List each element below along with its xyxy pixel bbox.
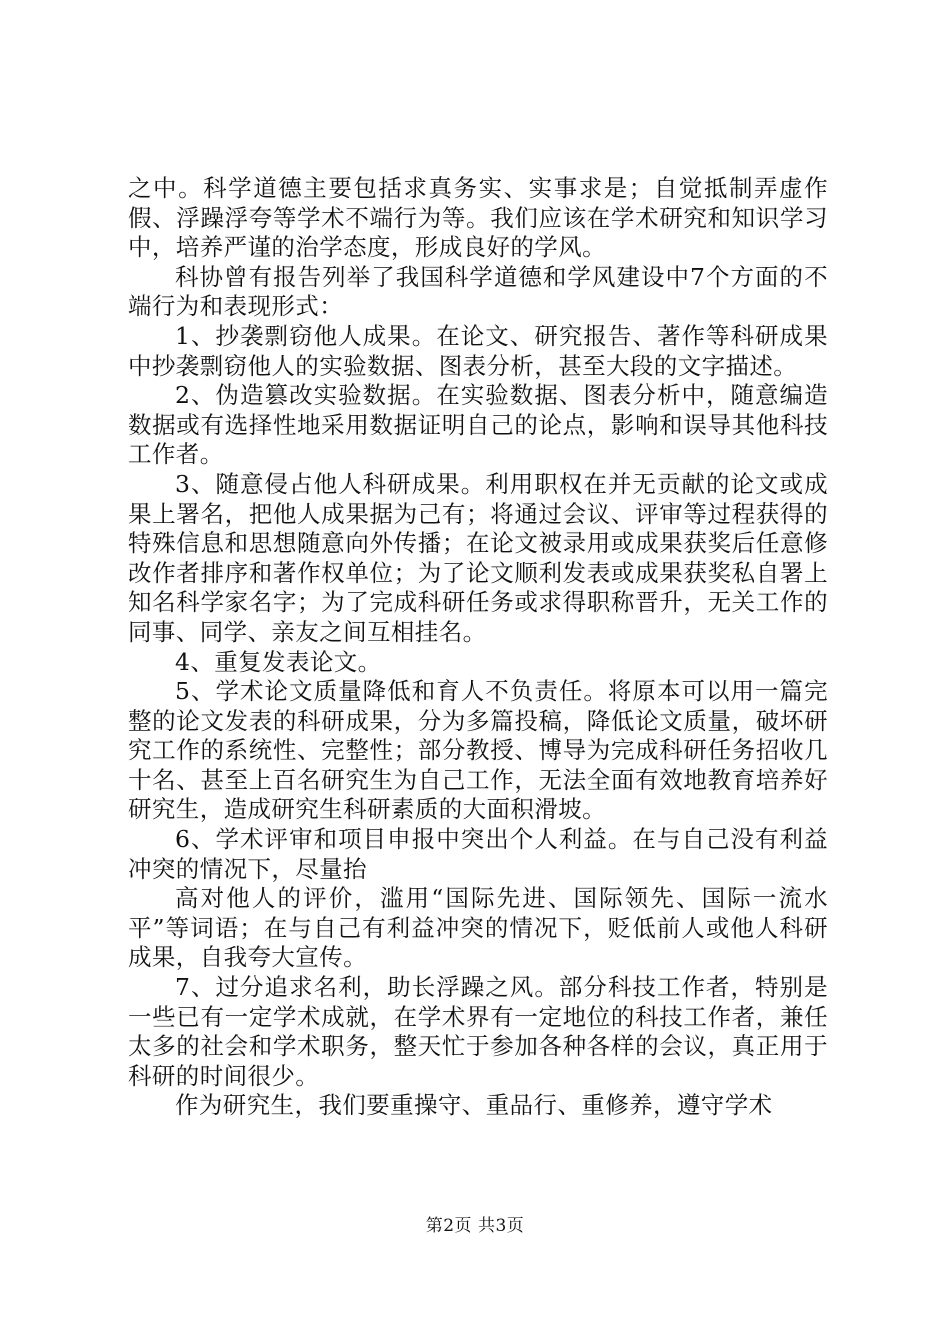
paragraph: 1、抄袭剽窃他人成果。在论文、研究报告、著作等科研成果中抄袭剽窃他人的实验数据、图表分析，甚至大段的文字描述。 [128,321,828,380]
paragraph: 科协曾有报告列举了我国科学道德和学风建设中7个方面的不端行为和表现形式： [128,262,828,321]
page-footer [0,1215,950,1237]
paragraph: 高对他人的评价，滥用“国际先进、国际领先、国际一流水平”等词语；在与自己有利益冲突的情况下，贬低前人或他人科研成果，自我夸大宣传。 [128,884,828,972]
paragraph: 3、随意侵占他人科研成果。利用职权在并无贡献的论文或成果上署名，把他人成果据为己有；将通过会议、评审等过程获得的特殊信息和思想随意向外传播；在论文被录用或成果获奖后任意修改作者排序和著作权单位；为了论文顺利发表或成果获奖私自署上知名科学家名字；为了完成科研任务或求得职称晋升，无关工作的同事、同学、亲友之间互相挂名。 [128,469,828,646]
paragraph: 5、学术论文质量降低和育人不负责任。将原本可以用一篇完整的论文发表的科研成果，分为多篇投稿，降低论文质量，破坏研究工作的系统性、完整性；部分教授、博导为完成科研任务招收几十名、甚至上百名研究生为自己工作，无法全面有效地教育培养好研究生，造成研究生科研素质的大面积滑坡。 [128,677,828,824]
document-body [128,174,828,1121]
paragraph: 作为研究生，我们要重操守、重品行、重修养，遵守学术 [175,1091,773,1120]
paragraph: 2、伪造篡改实验数据。在实验数据、图表分析中，随意编造数据或有选择性地采用数据证明自己的论点，影响和误导其他科技工作者。 [128,381,828,469]
paragraph: 4、重复发表论文。 [175,647,382,676]
paragraph: 之中。科学道德主要包括求真务实、实事求是；自觉抵制弄虚作假、浮躁浮夸等学术不端行为等。我们应该在学术研究和知识学习中，培养严谨的治学态度，形成良好的学风。 [128,174,828,262]
paragraph: 7、过分追求名利，助长浮躁之风。部分科技工作者，特别是一些已有一定学术成就，在学术界有一定地位的科技工作者，兼任太多的社会和学术职务，整天忙于参加各种各样的会议，真正用于科研的时间很少。 [128,973,828,1090]
paragraph: 6、学术评审和项目申报中突出个人利益。在与自己没有利益冲突的情况下，尽量抬 [128,825,828,883]
page-number-label: 第2页 共3页 [425,1216,525,1236]
